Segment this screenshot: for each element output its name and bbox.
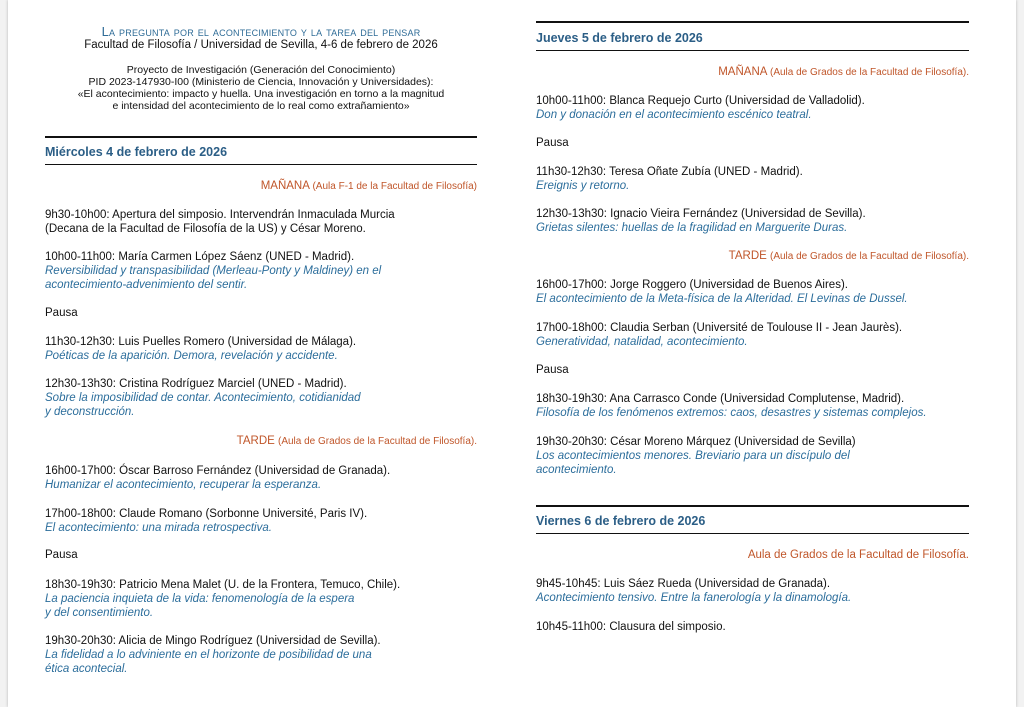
list-item [536,620,968,634]
list-item [45,464,477,492]
talk-title: y deconstrucción. [45,406,135,418]
speaker: 18h30-19h30: Patricio Mena Malet (U. de la Frontera, Temuco, Chile). [45,579,401,591]
talk-title: Ereignis y retorno. [536,180,630,192]
speaker: 10h00-11h00: María Carmen López Sáenz (UNED - Madrid). [45,251,355,263]
list-item [45,377,477,419]
speaker: 10h45-11h00: Clausura del simposio. [536,621,726,633]
session-morning-miercoles [261,180,477,192]
list-item [536,207,968,235]
speaker: 17h00-18h00: Claude Romano (Sorbonne Université, Paris IV). [45,508,368,520]
session-afternoon-jueves [729,250,969,262]
divider [536,533,969,534]
session-place: (Aula F-1 de la Facultad de Filosofía) [312,181,477,192]
project-line: PID 2023-147930-I00 (Ministerio de Ciencia, Innovación y Universidades): [88,76,434,88]
talk-title: El acontecimiento: una mirada retrospectiva. [45,522,272,534]
list-item [536,321,968,349]
talk-title: Filosofía de los fenómenos extremos: caos, desastres y sistemas complejos. [536,407,927,419]
speaker: 11h30-12h30: Luis Puelles Romero (Universidad de Málaga). [45,336,357,348]
divider [45,164,477,165]
talk-title: Poéticas de la aparición. Demora, revelación y accidente. [45,350,338,362]
project-line: «El acontecimiento: impacto y huella. Una investigación en torno a la magnitud [77,88,445,100]
talk-title: Acontecimiento tensivo. Entre la fanerología y la dinamología. [536,592,852,604]
list-item [536,278,968,306]
session-afternoon-miercoles [237,435,477,447]
divider [536,505,969,507]
talk-title: Grietas silentes: huellas de la fragilidad en Marguerite Duras. [536,222,848,234]
speaker: 9h45-10h45: Luis Sáez Rueda (Universidad de Granada). [536,578,831,590]
talk-title: acontecimiento-advenimiento del sentir. [45,279,248,291]
program-page [8,0,1016,707]
session-label: MAÑANA [718,66,767,78]
talk-title: La paciencia inquieta de la vida: fenomenología de la espera [45,593,355,605]
speaker: 19h30-20h30: Alicia de Mingo Rodríguez (Universidad de Sevilla). [45,635,381,647]
day-heading-miercoles: Miércoles 4 de febrero de 2026 [45,145,228,159]
list-item [45,335,477,363]
session-place-viernes: Aula de Grados de la Facultad de Filosofía. [747,549,969,561]
list-item [536,577,968,605]
divider [536,21,969,23]
pause-label: Pausa [45,307,78,319]
talk-title: Los acontecimientos menores. Breviario para un discípulo del [536,450,850,462]
list-item [536,165,968,193]
speaker: (Decana de la Facultad de Filosofía de la US) y César Moreno. [45,223,366,235]
talk-title: Don y donación en el acontecimiento escénico teatral. [536,109,812,121]
list-item [536,435,968,477]
talk-title: acontecimiento. [536,464,617,476]
session-place: (Aula de Grados de la Facultad de Filosofía). [278,436,477,447]
session-label: TARDE [236,435,275,447]
speaker: 18h30-19h30: Ana Carrasco Conde (Universidad Complutense, Madrid). [536,393,905,405]
symposium-subtitle: Facultad de Filosofía / Universidad de Sevilla, 4-6 de febrero de 2026 [84,39,438,51]
project-line: e intensidad del acontecimiento de lo real como extrañamiento» [112,100,410,112]
header [45,24,477,112]
list-item [45,507,477,535]
speaker: 12h30-13h30: Cristina Rodríguez Marciel (UNED - Madrid). [45,378,347,390]
pause-label: Pausa [45,549,78,561]
project-line: Proyecto de Investigación (Generación del Conocimiento) [126,64,396,76]
list-item [45,250,477,292]
speaker: 10h00-11h00: Blanca Requejo Curto (Universidad de Valladolid). [536,95,865,107]
session-label: MAÑANA [260,180,310,192]
list-item [536,94,968,122]
speaker: 16h00-17h00: Jorge Roggero (Universidad de Buenos Aires). [536,279,848,291]
session-morning-jueves [718,66,969,78]
talk-title: Sobre la imposibilidad de contar. Acontecimiento, cotidianidad [45,392,361,404]
talk-title: El acontecimiento de la Meta-física de la Alteridad. El Levinas de Dussel. [536,293,908,305]
talk-title: La fidelidad a lo adviniente en el horizonte de posibilidad de una [45,649,372,661]
talk-title: Reversibilidad y transpasibilidad (Merleau-Ponty y Maldiney) en el [45,265,382,277]
speaker: 12h30-13h30: Ignacio Vieira Fernández (Universidad de Sevilla). [536,208,866,220]
talk-title: Humanizar el acontecimiento, recuperar la esperanza. [45,479,322,491]
talk-title: y del consentimiento. [45,607,154,619]
session-place: (Aula de Grados de la Facultad de Filosofía). [770,67,969,78]
day-heading-viernes: Viernes 6 de febrero de 2026 [536,514,706,528]
pause-label: Pausa [536,364,569,376]
divider [45,136,477,138]
list-item [45,208,477,236]
speaker: 19h30-20h30: César Moreno Márquez (Universidad de Sevilla) [536,436,856,448]
list-item [45,634,477,676]
speaker: 9h30-10h00: Apertura del simposio. Intervendrán Inmaculada Murcia [45,209,395,221]
speaker: 17h00-18h00: Claudia Serban (Université de Toulouse II - Jean Jaurès). [536,322,903,334]
session-label: TARDE [728,250,767,262]
day-heading-jueves: Jueves 5 de febrero de 2026 [536,31,703,45]
speaker: 16h00-17h00: Óscar Barroso Fernández (Universidad de Granada). [45,465,391,477]
talk-title: ética acontecial. [45,663,128,675]
list-item [536,392,968,420]
symposium-title: La pregunta por el acontecimiento y la tarea del pensar [101,24,421,39]
pause-label: Pausa [536,137,569,149]
list-item [45,578,477,620]
divider [536,50,969,51]
session-place: (Aula de Grados de la Facultad de Filosofía). [770,251,969,262]
talk-title: Generatividad, natalidad, acontecimiento. [536,336,748,348]
speaker: 11h30-12h30: Teresa Oñate Zubía (UNED - Madrid). [536,166,803,178]
